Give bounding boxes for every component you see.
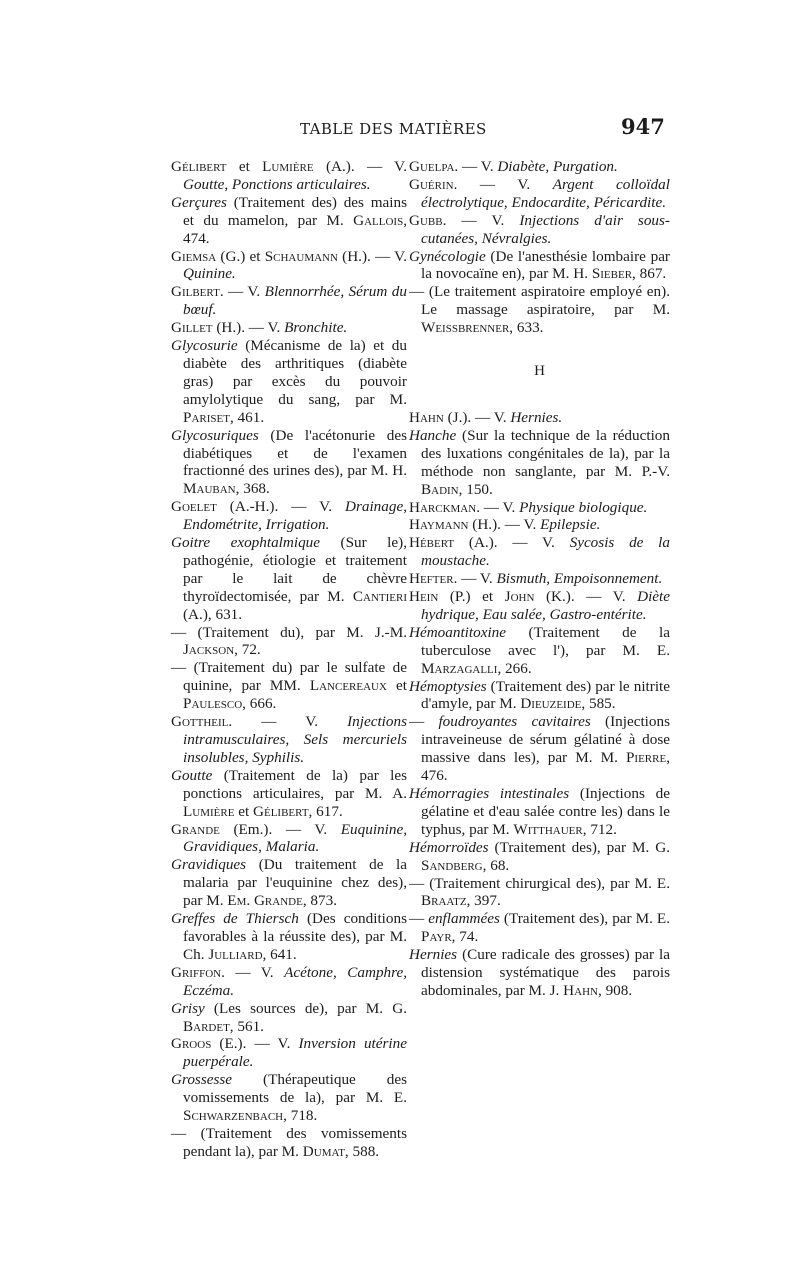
index-entry: Greffes de Thiersch (Des conditions favorables à la réussite des), par M. Ch. Julliard, 641.	[171, 910, 407, 963]
index-entry: Hefter. — V. Bismuth, Empoisonnement.	[409, 570, 663, 588]
index-entry: Grossesse (Thérapeutique des vomissements de la), par M. E. Schwarzenbach, 718.	[171, 1071, 407, 1125]
index-entry: — (Le traitement aspiratoire employé en). Le massage aspiratoire, par M. Weissbrenner, 633.	[409, 283, 670, 337]
index-entry: — (Traitement du), par M. J.-M. Jackson, 72.	[171, 623, 407, 659]
index-entry: Guérin. — V. Argent colloïdal électrolytique, Endocardite, Péricardite.	[409, 175, 670, 211]
left-column	[171, 158, 407, 1161]
index-entry: Guelpa. — V. Diabète, Purgation.	[409, 158, 618, 175]
index-entry: Gottheil. — V. Injections intramusculaires, Sels mercuriels insolubles, Syphilis.	[171, 713, 407, 766]
section-letter: H	[534, 363, 545, 380]
index-entry: Goitre exophtalmique (Sur le), pathogénie, étiologie et traitement par le lait de chèvre thyroïdectomisée, par M. Cantieri (A.), 631.	[171, 534, 407, 623]
index-entry: — (Traitement chirurgical des), par M. E. Braatz, 397.	[409, 874, 670, 910]
index-entry: Goutte (Traitement de la) par les ponctions articulaires, par M. A. Lumière et Gélibert, 617.	[171, 766, 407, 820]
index-entry: Gélibert et Lumière (A.). — V. Goutte, Ponctions articulaires.	[171, 158, 407, 193]
index-entry: Gubb. — V. Injections d'air sous-cutanées, Névralgies.	[409, 211, 670, 247]
index-entry: Hémorragies intestinales (Injections de gélatine et d'eau salée contre les) dans le typhus, par M. Witthauer, 712.	[409, 785, 670, 838]
index-entry: Griffon. — V. Acétone, Camphre, Eczéma.	[171, 963, 408, 999]
index-entry: Gynécologie (De l'anesthésie lombaire par la novocaïne en), par M. H. Sieber, 867.	[409, 247, 670, 283]
index-entry: — enflammées (Traitement des), par M. E. Payr, 74.	[409, 910, 670, 946]
index-entry: Gravidiques (Du traitement de la malaria par l'euquinine chez des), par M. Em. Grande, 873.	[171, 856, 407, 910]
index-entry: — foudroyantes cavitaires (Injections intraveineuse de sérum gélatiné à dose massive dans les), par M. M. Pierre, 476.	[409, 713, 670, 785]
index-entry: Hein (P.) et John (K.). — V. Diète hydrique, Eau salée, Gastro-entérite.	[409, 588, 670, 623]
index-entry: — (Traitement du) par le sulfate de quinine, par MM. Lancereaux et Paulesco, 666.	[171, 659, 407, 713]
index-entry: Gilbert. — V. Blennorrhée, Sérum du bœuf.	[171, 283, 407, 319]
index-entry: Grisy (Les sources de), par M. G. Bardet, 561.	[171, 999, 407, 1035]
right-entries-h	[409, 409, 670, 1000]
index-entry: Hébert (A.). — V. Sycosis de la moustache.	[409, 534, 670, 570]
index-entry: Hahn (J.). — V. Hernies.	[409, 408, 563, 426]
index-entry: Gerçures (Traitement des) des mains et du mamelon, par M. Gallois, 474.	[171, 193, 407, 247]
index-entry: Hémoantitoxine (Traitement de la tuberculose avec l'), par M. E. Marzagalli, 266.	[409, 623, 670, 677]
index-entry: Hanche (Sur la technique de la réduction des luxations congénitales de la), par la méthode non sanglante, par M. P.-V. Badin, 150.	[409, 426, 670, 498]
index-entry: Goelet (A.-H.). — V. Drainage, Endométrite, Irrigation.	[171, 498, 407, 534]
right-column	[409, 158, 670, 1000]
right-entries-g	[409, 158, 670, 337]
running-title: TABLE DES MATIÈRES	[300, 120, 487, 138]
index-entry: Glycosuriques (De l'acétonurie des diabétiques et de l'examen fractionné des urines des), par M. H. Mauban, 368.	[171, 426, 407, 498]
index-entry: Groos (E.). — V. Inversion utérine puerpérale.	[171, 1035, 407, 1071]
index-entry: Glycosurie (Mécanisme de la) et du diabète des arthritiques (diabète gras) par excès du pouvoir amylolytique du sang, par M. Pariset, 461.	[171, 337, 407, 426]
index-entry: Grande (Em.). — V. Euquinine, Gravidiques, Malaria.	[171, 820, 407, 856]
page-number: 947	[621, 114, 665, 139]
index-entry: Hémorroïdes (Traitement des), par M. G. Sandberg, 68.	[409, 838, 670, 874]
index-entry: Hernies (Cure radicale des grosses) par la distension systématique des parois abdominales, par M. J. Hahn, 908.	[409, 946, 670, 999]
index-entry: Haymann (H.). — V. Epilepsie.	[409, 516, 601, 534]
index-entry: Giemsa (G.) et Schaumann (H.). — V. Quinine.	[171, 247, 407, 283]
index-entry: — (Traitement des vomissements pendant la), par M. Dumat, 588.	[171, 1124, 407, 1160]
index-entry: Harckman. — V. Physique biologique.	[409, 498, 648, 516]
index-entry: Hémoptysies (Traitement des) par le nitrite d'amyle, par M. Dieuzeide, 585.	[409, 677, 670, 713]
index-entry: Gillet (H.). — V. Bronchite.	[171, 319, 348, 337]
